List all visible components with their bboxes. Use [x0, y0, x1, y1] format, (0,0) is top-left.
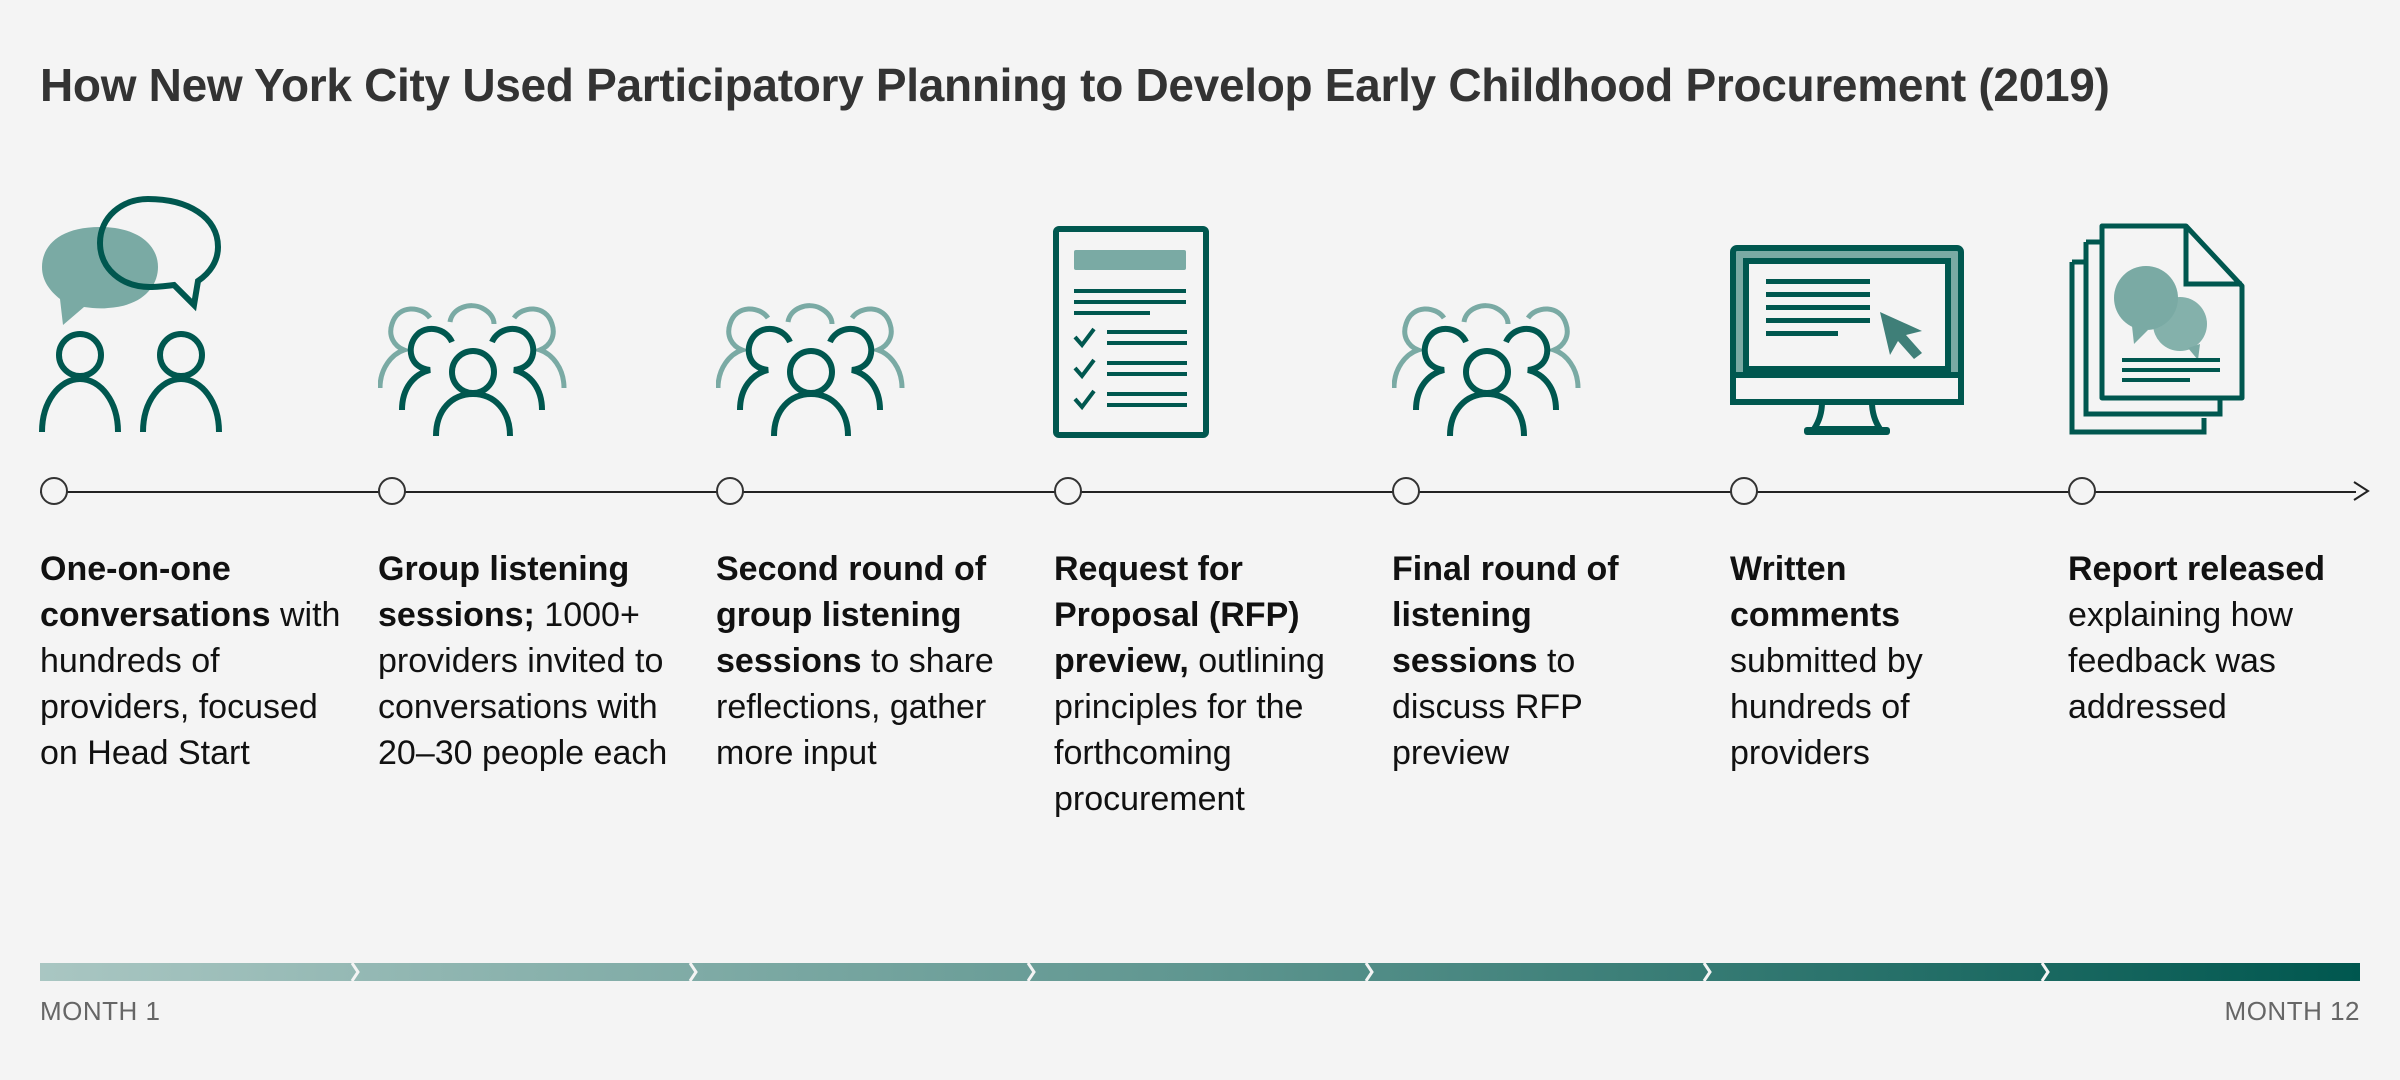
timeline-node: [1054, 477, 1082, 505]
step-1-title: One-on-one conversations: [40, 550, 271, 634]
step-3-description: [716, 546, 1026, 776]
end-month-label: MONTH 12: [2224, 996, 2360, 1026]
timeline-node: [1730, 477, 1758, 505]
step-5-text: to discuss RFP preview: [1392, 642, 1583, 772]
timeline-node: [716, 477, 744, 505]
step-3-text: to share reflections, gather more input: [716, 642, 994, 772]
timeline-axis: [40, 476, 2370, 508]
step-4-text: outlining principles for the forthcoming procurement: [1054, 642, 1325, 818]
step-7-description: [2068, 546, 2378, 730]
group-icon: [716, 302, 916, 437]
step-2-text: 1000+ providers invited to conversations with 20–30 people each: [378, 596, 668, 772]
timeline-node: [2068, 477, 2096, 505]
step-2-title: Group listening sessions;: [378, 550, 630, 634]
start-month-label: MONTH 1: [40, 996, 161, 1026]
page-title: How New York City Used Participatory Planning to Develop Early Childhood Procurement (2019): [40, 59, 2110, 111]
report-documents-icon: [2068, 222, 2248, 438]
group-icon: [1392, 302, 1592, 437]
step-1-text: with hundreds of providers, focused on Head Start: [40, 596, 341, 772]
computer-monitor-icon: [1730, 245, 1964, 437]
checklist-document-icon: [1053, 226, 1209, 438]
step-7-text: explaining how feedback was addressed: [2068, 596, 2293, 726]
step-6-text: submitted by hundreds of providers: [1730, 642, 1923, 772]
group-icon: [378, 302, 578, 437]
arrow-right-icon: [2348, 480, 2370, 502]
step-4-title: Request for Proposal (RFP) preview,: [1054, 550, 1300, 680]
step-5-description: [1392, 546, 1682, 776]
timeline-node: [40, 477, 68, 505]
step-6-description: [1730, 546, 1990, 776]
step-2-description: [378, 546, 688, 776]
step-3-title: Second round of group listening sessions: [716, 550, 987, 680]
step-1-description: [40, 546, 350, 776]
timeline-node: [378, 477, 406, 505]
step-7-title: Report released: [2068, 550, 2325, 588]
timeline-node: [1392, 477, 1420, 505]
step-6-title: Written comments: [1730, 550, 1901, 634]
step-5-title: Final round of listening sessions: [1392, 550, 1619, 680]
conversation-people-icon: [38, 195, 248, 435]
step-4-description: [1054, 546, 1364, 822]
month-progress-bar: [40, 963, 2360, 981]
